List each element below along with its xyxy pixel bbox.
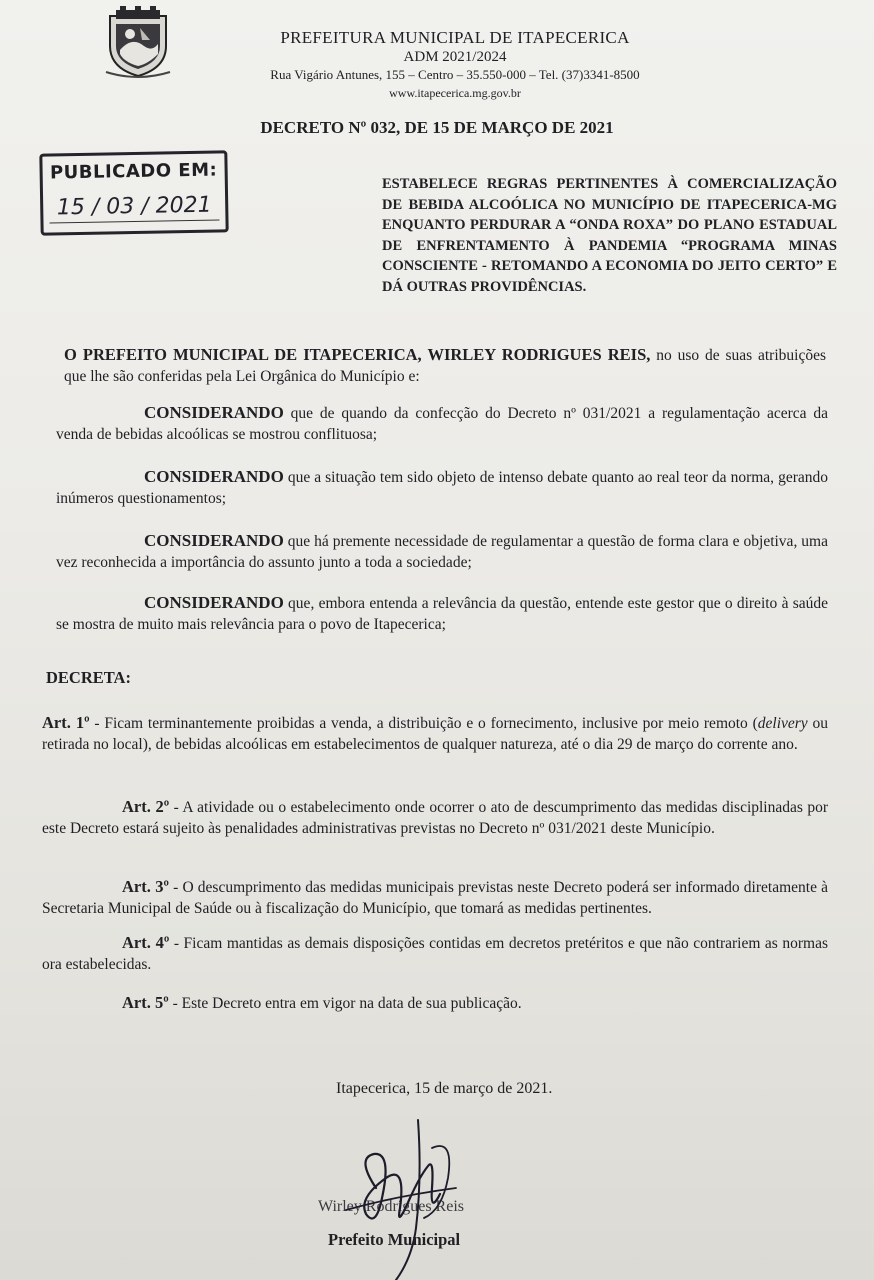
considering-lead: CONSIDERANDO [144,593,284,612]
municipality-address: Rua Vigário Antunes, 155 – Centro – 35.550-000 – Tel. (37)3341-8500 [270,67,640,82]
handwritten-signature-icon [336,1118,466,1280]
administration-period: ADM 2021/2024 [403,49,507,65]
considering-lead: CONSIDERANDO [144,531,284,550]
article-number: Art. 5º [122,993,169,1012]
article-2 [42,796,828,839]
article-5 [42,992,828,1014]
municipality-website: www.itapecerica.mg.gov.br [389,86,521,100]
article-number: Art. 4º [122,933,170,952]
article-number: Art. 1º [42,713,90,732]
preamble-lead: O PREFEITO MUNICIPAL DE ITAPECERICA, WIRLEY RODRIGUES REIS, [64,345,651,364]
article-text: - O descumprimento das medidas municipais previstas neste Decreto poderá ser informado diretamente à Secretaria Municipal de Saúde ou à fiscalização do Município, que tomará as medidas pertinentes. [42,879,828,917]
letterhead [240,28,670,102]
place-and-date: Itapecerica, 15 de março de 2021. [336,1080,553,1097]
article-text: ou retirada no local), de bebidas alcoólicas em estabelecimentos de qualquer natureza, até o dia 29 de março do corrente ano. [42,715,828,753]
considering-clause [56,530,828,573]
signatory-role: Prefeito Municipal [328,1230,461,1249]
article-number: Art. 3º [122,877,169,896]
considering-text: que, embora entenda a relevância da questão, entende este gestor que o direito à saúde se mostra de muito mais relevância para o povo de Itapecerica; [56,595,828,633]
decreta-heading: DECRETA: [46,668,131,687]
preamble-text: no uso de suas atribuições que lhe são conferidas pela Lei Orgânica do Município e: [64,347,826,385]
article-text: - Ficam terminantemente proibidas a venda, a distribuição e o fornecimento, inclusive por meio remoto ( [89,715,758,732]
considering-text: que de quando da confecção do Decreto nº 031/2021 a regulamentação acerca da venda de bebidas alcoólicas se mostrou conflituosa; [56,405,828,443]
municipal-coat-of-arms-icon [102,6,174,78]
article-number: Art. 2º [122,797,170,816]
article-1 [42,712,828,755]
publication-stamp [39,150,228,235]
preamble [64,344,826,387]
stamp-date: 15 / 03 / 2021 [49,192,219,224]
considering-lead: CONSIDERANDO [144,467,284,486]
considering-lead: CONSIDERANDO [144,403,284,422]
article-4 [42,932,828,975]
decree-title: DECRETO Nº 032, DE 15 DE MARÇO DE 2021 [260,118,614,137]
article-text: - Este Decreto entra em vigor na data de sua publicação. [168,995,522,1012]
decree-summary: ESTABELECE REGRAS PERTINENTES À COMERCIALIZAÇÃO DE BEBIDA ALCOÓLICA NO MUNICÍPIO DE ITAPECERICA-MG ENQUANTO PERDURAR A “ONDA ROXA” DO PLANO ESTADUAL DE ENFRENTAMENTO À PANDEMIA “PROGRAMA MINAS CONSCIENTE - RETOMANDO A ECONOMIA DO JEITO CERTO” E DÁ OUTRAS PROVIDÊNCIAS. [382,176,837,295]
considering-clause [56,466,828,509]
considering-text: que há premente necessidade de regulamentar a questão de forma clara e objetiva, uma vez reconhecida a importância do assunto junto a toda a sociedade; [56,533,828,571]
stamp-label: PUBLICADO EM: [49,159,218,184]
considering-clause [56,402,828,445]
municipality-name: PREFEITURA MUNICIPAL DE ITAPECERICA [280,28,630,47]
article-text: - Ficam mantidas as demais disposições contidas em decretos pretéritos e que não contrariem as normas ora estabelecidas. [42,935,828,973]
article-emphasis: delivery [757,715,808,732]
article-3 [42,876,828,919]
signatory-name: Wirley Rodrigues Reis [318,1198,464,1215]
article-text: - A atividade ou o estabelecimento onde ocorrer o ato de descumprimento das medidas disciplinadas por este Decreto estará sujeito às penalidades administrativas previstas no Decreto nº 031/2021 deste Município. [42,799,828,837]
considering-clause [56,592,828,635]
considering-text: que a situação tem sido objeto de intenso debate quanto ao real teor da norma, gerando inúmeros questionamentos; [56,469,828,507]
